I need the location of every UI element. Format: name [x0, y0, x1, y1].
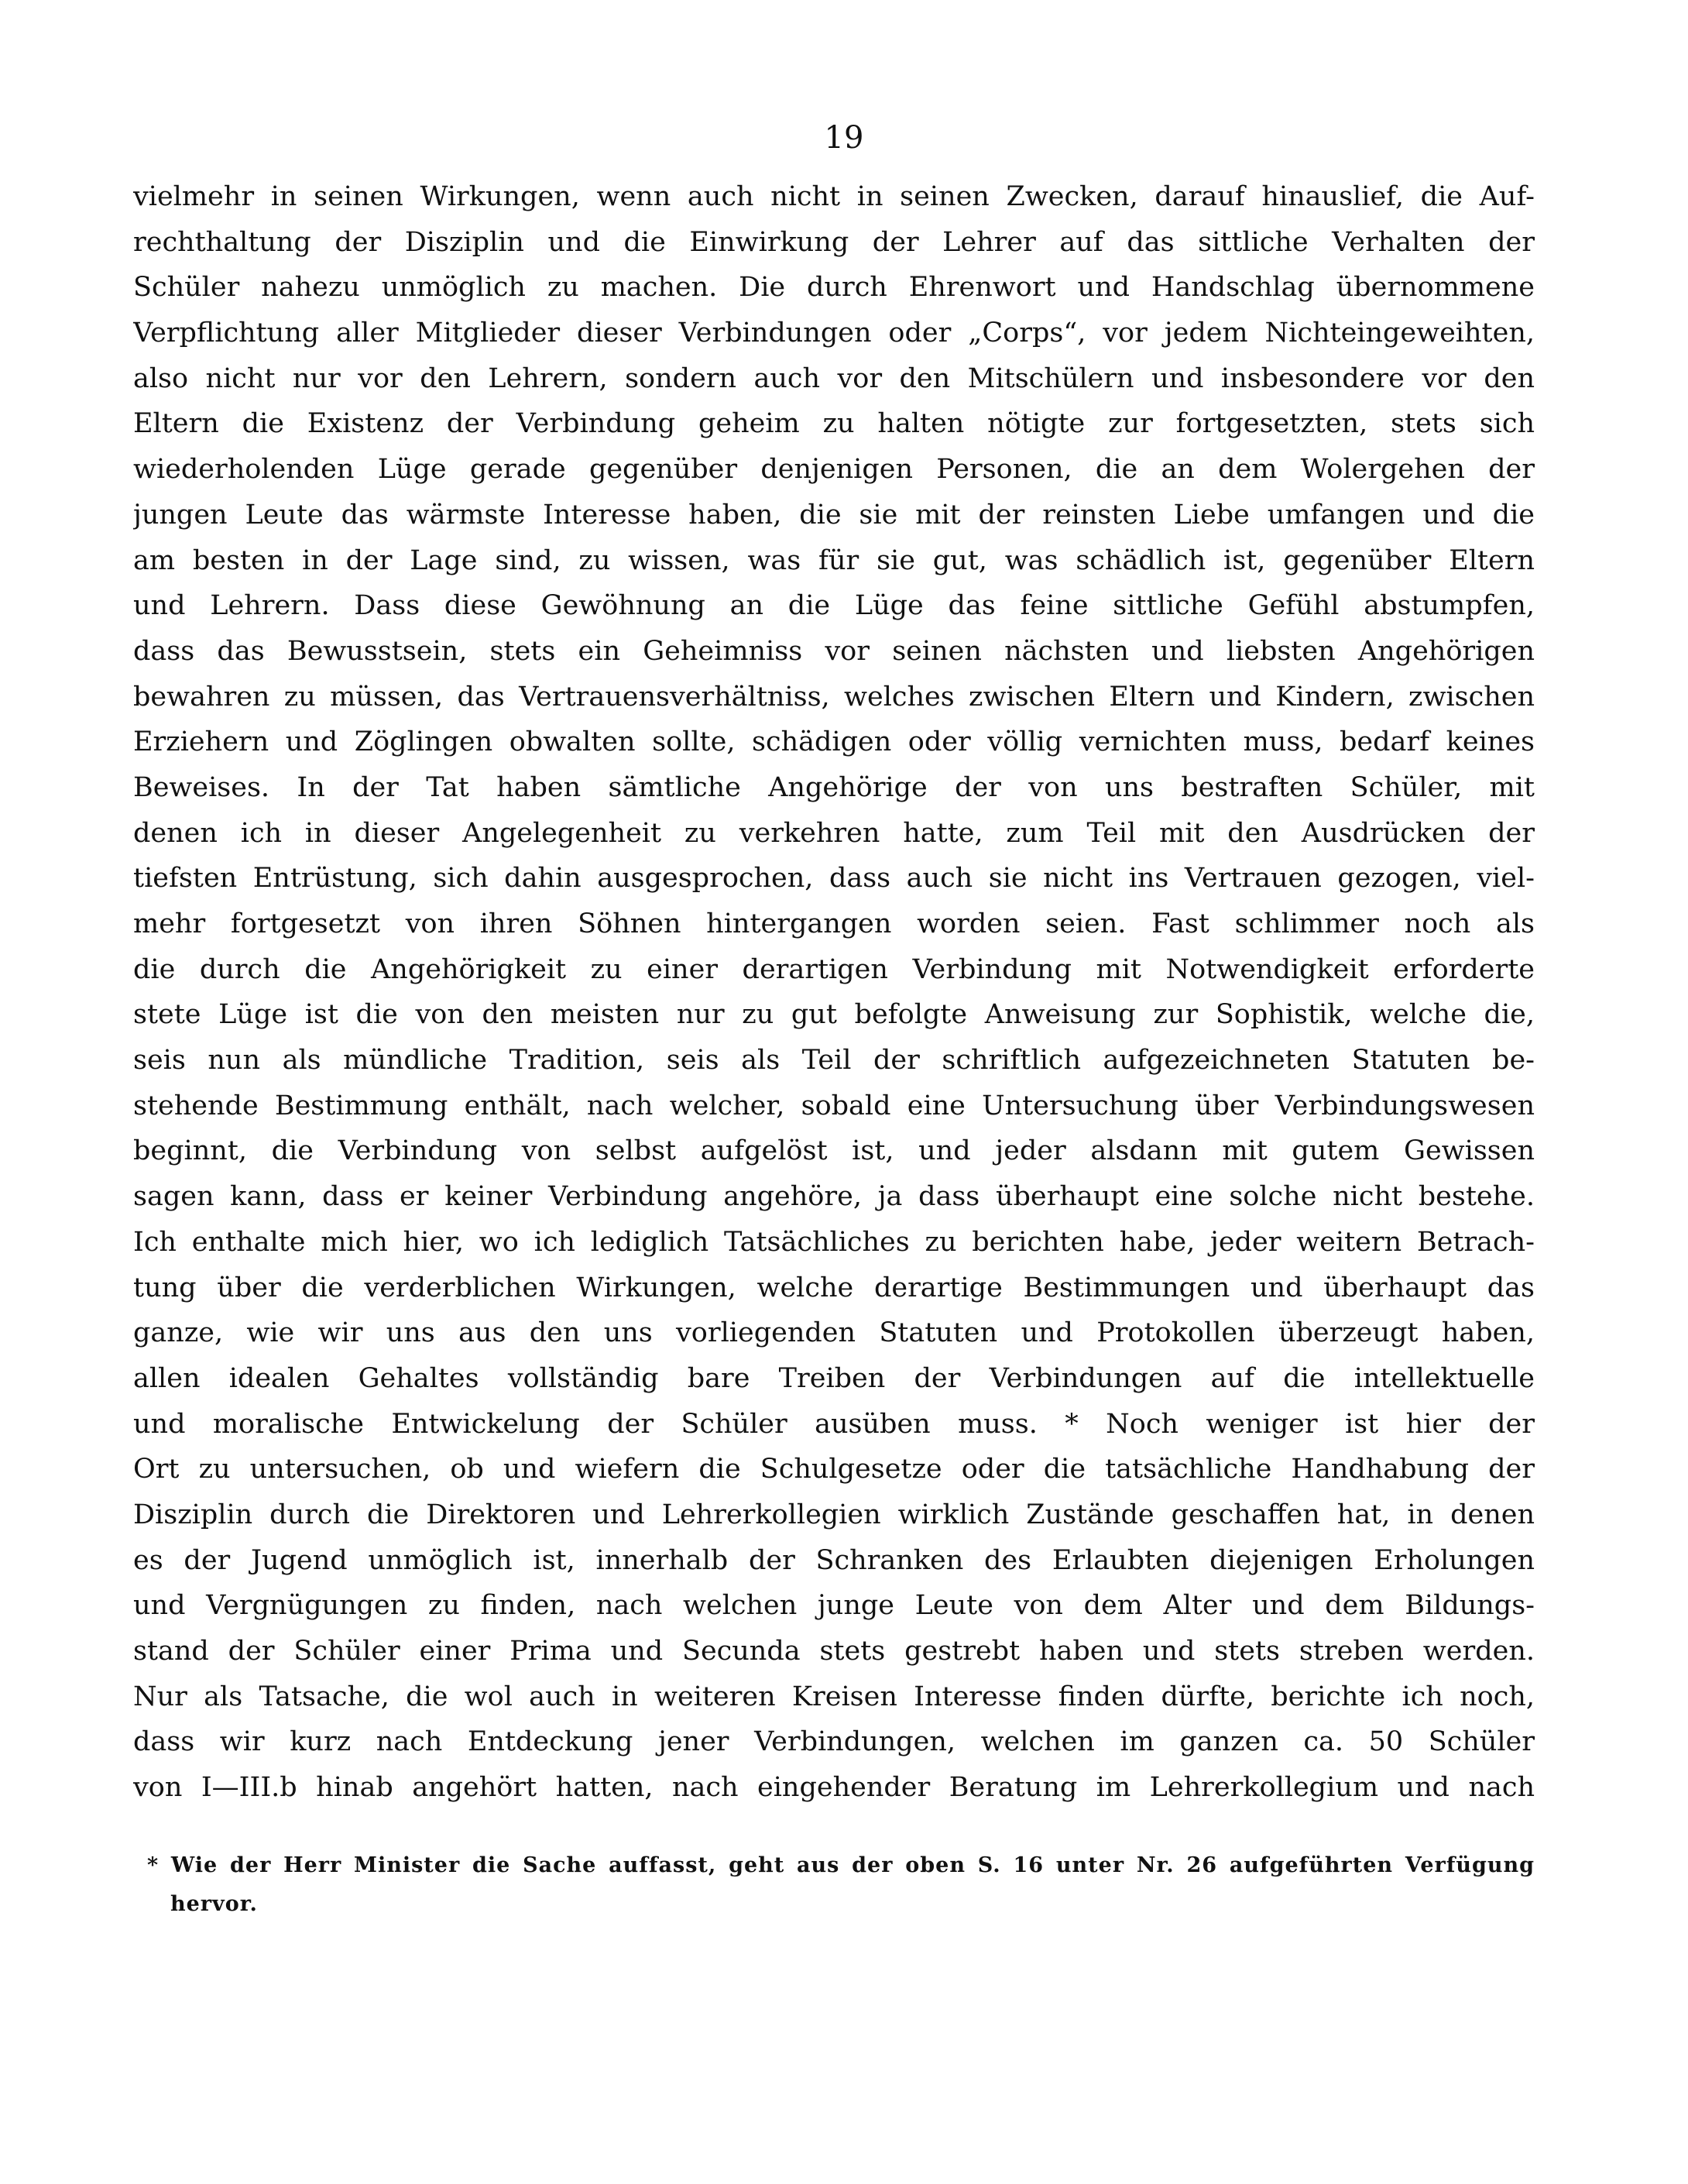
- text-line: dass das Bewusstsein, stets ein Geheimniss vor seinen nächsten und liebsten Angehörigen: [133, 635, 1535, 667]
- text-line: Ich enthalte mich hier, wo ich lediglich Tatsächliches zu berichten habe, jeder weitern Betrach-: [133, 1226, 1535, 1258]
- text-line: Erziehern und Zöglingen obwalten sollte, schädigen oder völlig vernichten muss, bedarf keines: [133, 726, 1535, 758]
- page-number: 19: [824, 120, 864, 156]
- text-line: Eltern die Existenz der Verbindung geheim zu halten nötigte zur fortgesetzten, stets sich: [133, 408, 1535, 440]
- text-line: Ort zu untersuchen, ob und wiefern die Schulgesetze oder die tatsächliche Handhabung der: [133, 1454, 1535, 1485]
- text-line: stehende Bestimmung enthält, nach welcher, sobald eine Untersuchung über Verbindungswesen: [133, 1090, 1535, 1121]
- text-line: am besten in der Lage sind, zu wissen, was für sie gut, was schädlich ist, gegenüber Eltern: [133, 544, 1535, 576]
- text-line: stand der Schüler einer Prima und Secunda stets gestrebt haben und stets streben werden.: [133, 1636, 1535, 1667]
- text-line: Disziplin durch die Direktoren und Lehrerkollegien wirklich Zustände geschaffen hat, in denen: [133, 1499, 1535, 1530]
- text-line: bewahren zu müssen, das Vertrauensverhältniss, welches zwischen Eltern und Kindern, zwischen: [133, 681, 1535, 713]
- text-line: es der Jugend unmöglich ist, innerhalb der Schranken des Erlaubten diejenigen Erholungen: [133, 1544, 1535, 1576]
- text-line: tiefsten Entrüstung, sich dahin ausgesprochen, dass auch sie nicht ins Vertrauen gezogen, viel-: [133, 863, 1535, 895]
- text-line: mehr fortgesetzt von ihren Söhnen hintergangen worden seien. Fast schlimmer noch als: [133, 908, 1535, 939]
- text-line: von I—III.b hinab angehört hatten, nach eingehender Beratung im Lehrerkollegium und nach: [133, 1772, 1535, 1804]
- text-line: also nicht nur vor den Lehrern, sondern auch vor den Mitschülern und insbesondere vor den: [133, 362, 1535, 394]
- text-line: Nur als Tatsache, die wol auch in weiteren Kreisen Interesse finden dürfte, berichte ich noch,: [133, 1681, 1535, 1712]
- text-line: Beweises. In der Tat haben sämtliche Angehörige der von uns bestraften Schüler, mit: [133, 771, 1535, 803]
- text-line: seis nun als mündliche Tradition, seis als Teil der schriftlich aufgezeichneten Statuten be-: [133, 1045, 1535, 1077]
- main-text: [133, 174, 1535, 1811]
- text-line: Verpflichtung aller Mitglieder dieser Verbindungen oder „Corps“, vor jedem Nichteingeweihten,: [133, 318, 1535, 349]
- text-line: denen ich in dieser Angelegenheit zu verkehren hatte, zum Teil mit den Ausdrücken der: [133, 817, 1535, 849]
- text-line: dass wir kurz nach Entdeckung jener Verbindungen, welchen im ganzen ca. 50 Schüler: [133, 1726, 1535, 1758]
- footnote-line: hervor.: [170, 1892, 258, 1916]
- footnote: [147, 1846, 1535, 1924]
- text-line: tung über die verderblichen Wirkungen, welche derartige Bestimmungen und überhaupt das: [133, 1272, 1535, 1303]
- text-line: rechthaltung der Disziplin und die Einwirkung der Lehrer auf das sittliche Verhalten der: [133, 226, 1535, 258]
- text-line: vielmehr in seinen Wirkungen, wenn auch nicht in seinen Zwecken, darauf hinauslief, die Auf-: [133, 181, 1535, 212]
- text-line: und Vergnügungen zu finden, nach welchen junge Leute von dem Alter und dem Bildungs-: [133, 1590, 1535, 1622]
- text-line: Schüler nahezu unmöglich zu machen. Die durch Ehrenwort und Handschlag übernommene: [133, 272, 1535, 304]
- footnote-line: * Wie der Herr Minister die Sache auffasst, geht aus der oben S. 16 unter Nr. 26 aufgeführten Verfügung: [147, 1853, 1535, 1877]
- text-line: sagen kann, dass er keiner Verbindung angehöre, ja dass überhaupt eine solche nicht bestehe.: [133, 1181, 1535, 1213]
- text-line: wiederholenden Lüge gerade gegenüber denjenigen Personen, die an dem Wolergehen der: [133, 454, 1535, 486]
- text-line: die durch die Angehörigkeit zu einer derartigen Verbindung mit Notwendigkeit erforderte: [133, 953, 1535, 985]
- text-line: und Lehrern. Dass diese Gewöhnung an die Lüge das feine sittliche Gefühl abstumpfen,: [133, 590, 1535, 622]
- text-line: ganze, wie wir uns aus den uns vorliegenden Statuten und Protokollen überzeugt haben,: [133, 1317, 1535, 1349]
- text-line: jungen Leute das wärmste Interesse haben, die sie mit der reinsten Liebe umfangen und die: [133, 499, 1535, 531]
- text-line: und moralische Entwickelung der Schüler ausüben muss. * Noch weniger ist hier der: [133, 1408, 1535, 1440]
- text-line: allen idealen Gehaltes vollständig bare Treiben der Verbindungen auf die intellektuelle: [133, 1362, 1535, 1394]
- text-line: stete Lüge ist die von den meisten nur zu gut befolgte Anweisung zur Sophistik, welche die,: [133, 999, 1535, 1031]
- text-line: beginnt, die Verbindung von selbst aufgelöst ist, und jeder alsdann mit gutem Gewissen: [133, 1135, 1535, 1167]
